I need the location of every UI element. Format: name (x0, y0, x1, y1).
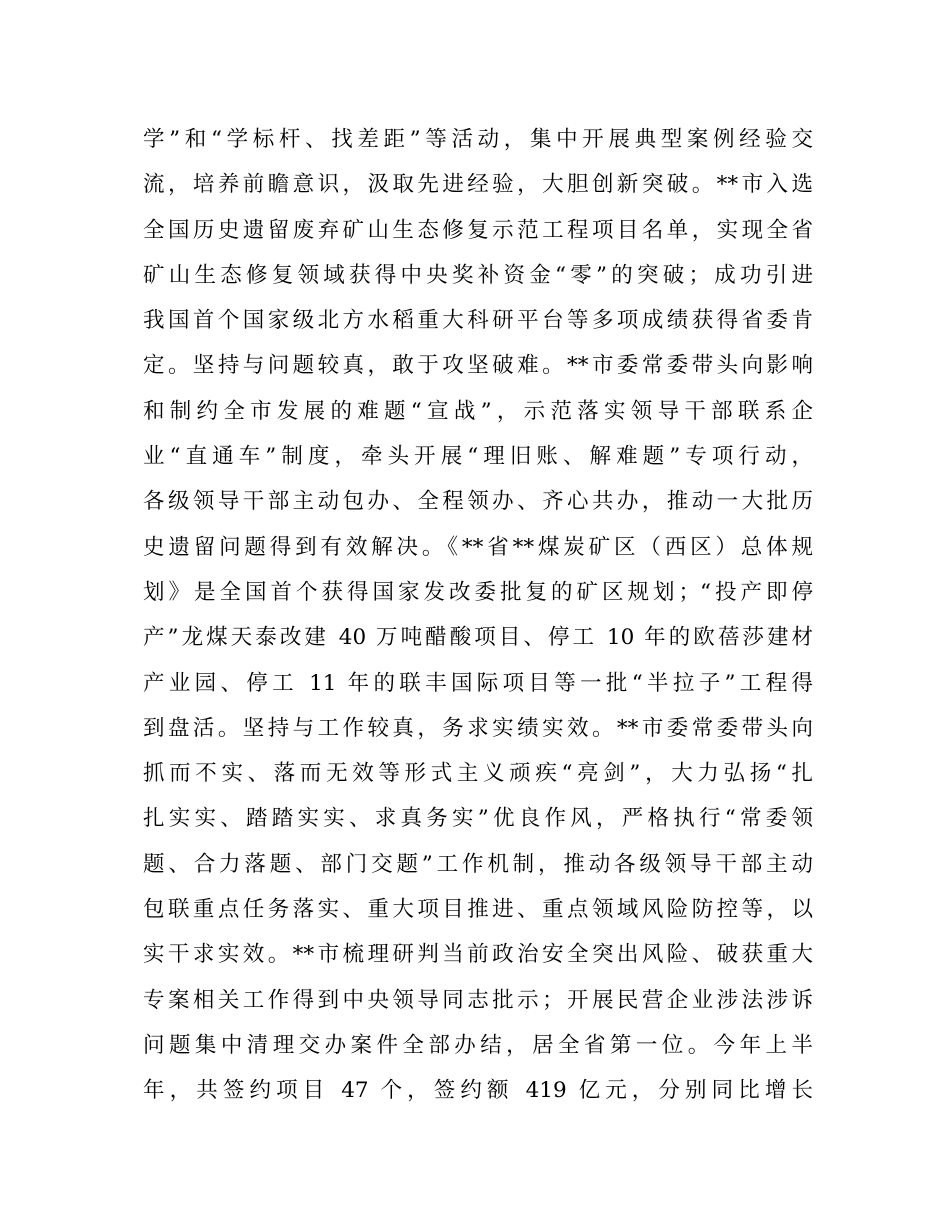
text-line: 流，培养前瞻意识，汲取先进经验，大胆创新突破。**市入选 (143, 172, 813, 198)
text-line: 问题集中清理交办案件全部办结，居全省第一位。今年上半 (143, 1032, 813, 1058)
text-line: 划》是全国首个获得国家发改委批复的矿区规划；“投产即停 (143, 579, 813, 605)
text-line: 定。坚持与问题较真，敢于攻坚破难。**市委常委带头向影响 (143, 353, 813, 379)
text-line: 题、合力落题、部门交题”工作机制，推动各级领导干部主动 (143, 851, 813, 877)
text-line: 抓而不实、落而无效等形式主义顽疾“亮剑”，大力弘扬“扎 (143, 761, 813, 787)
text-line: 学”和“学标杆、找差距”等活动，集中开展典型案例经验交 (143, 127, 813, 152)
text-line: 矿山生态修复领域获得中央奖补资金“零”的突破；成功引进 (143, 262, 813, 288)
text-line: 年，共签约项目 47 个，签约额 419 亿元，分别同比增长 (143, 1078, 813, 1104)
text-line: 我国首个国家级北方水稻重大科研平台等多项成绩获得省委肯 (143, 308, 813, 334)
text-line: 各级领导干部主动包办、全程领办、齐心共办，推动一大批历 (143, 489, 813, 515)
text-line: 专案相关工作得到中央领导同志批示；开展民营企业涉法涉诉 (143, 987, 813, 1013)
body-paragraph (143, 117, 813, 1114)
text-line: 和制约全市发展的难题“宣战”，示范落实领导干部联系企 (143, 398, 813, 424)
text-line: 产”龙煤天泰改建 40 万吨醋酸项目、停工 10 年的欧蓓莎建材 (143, 625, 813, 651)
text-line: 全国历史遗留废弃矿山生态修复示范工程项目名单，实现全省 (143, 217, 813, 243)
text-line: 包联重点任务落实、重大项目推进、重点领域风险防控等，以 (143, 897, 813, 923)
text-line: 到盘活。坚持与工作较真，务求实绩实效。**市委常委带头向 (143, 715, 813, 741)
text-line: 业“直通车”制度，牵头开展“理旧账、解难题”专项行动， (143, 444, 813, 470)
text-line: 实干求实效。**市梳理研判当前政治安全突出风险、破获重大 (143, 942, 813, 968)
text-line: 史遗留问题得到有效解决。《**省**煤炭矿区（西区）总体规 (143, 534, 813, 560)
text-line: 扎实实、踏踏实实、求真务实”优良作风，严格执行“常委领 (143, 806, 813, 832)
text-line: 产业园、停工 11 年的联丰国际项目等一批“半拉子”工程得 (143, 670, 813, 696)
